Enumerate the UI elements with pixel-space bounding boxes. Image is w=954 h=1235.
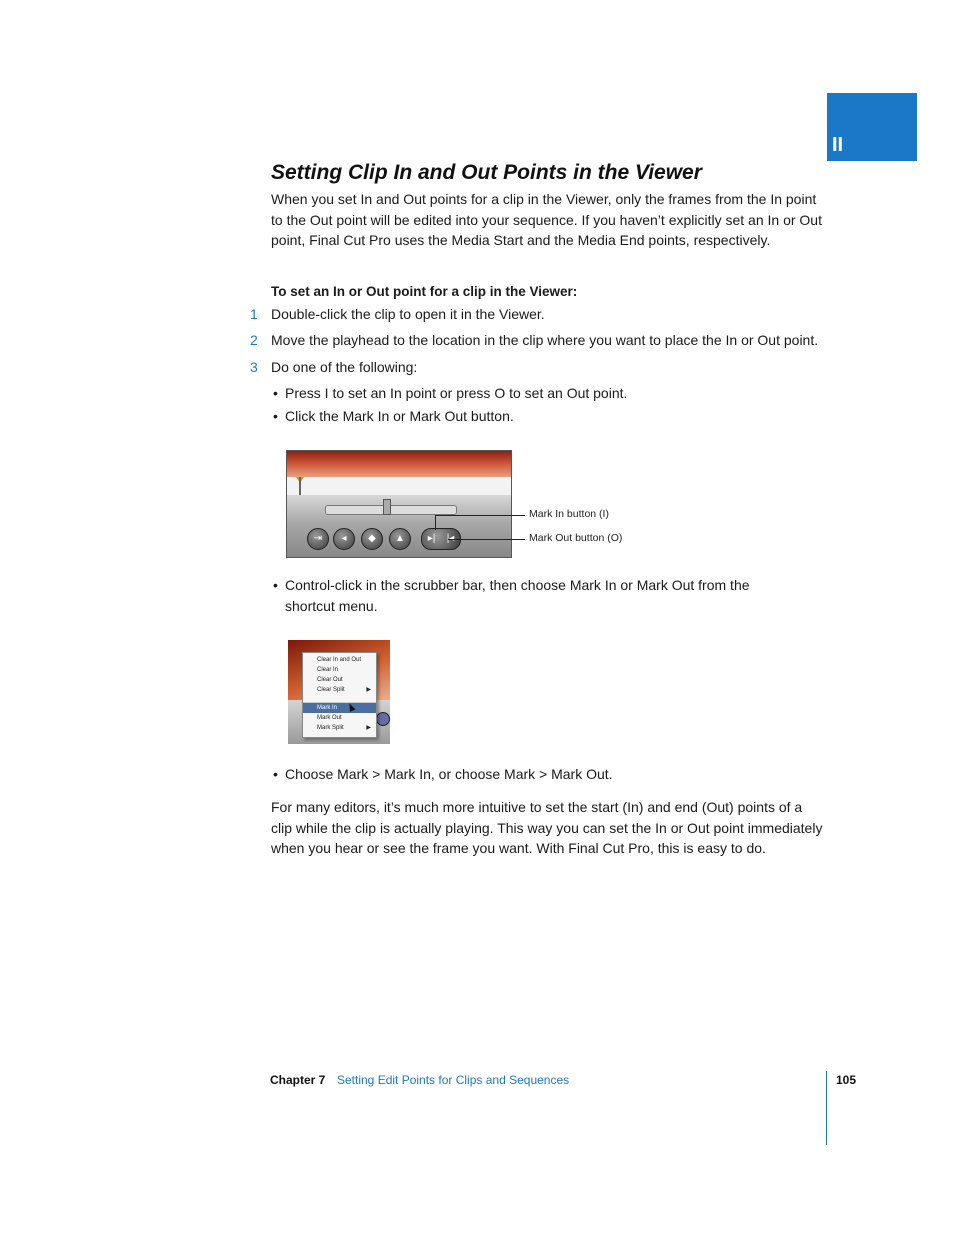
bullet-text: Click the Mark In or Mark Out button. — [285, 408, 514, 424]
add-marker-icon: ▲ — [389, 528, 411, 550]
bullet-item — [273, 764, 793, 785]
bullet-item — [273, 383, 793, 404]
mark-in-callout: Mark In button (I) — [529, 508, 609, 520]
bullet-text: Press I to set an In point or press O to set an Out point. — [285, 385, 628, 401]
menu-item: Clear In — [317, 667, 339, 673]
submenu-arrow-icon: ▶ — [366, 687, 371, 693]
add-keyframe-icon: ◆ — [361, 528, 383, 550]
viewer-controls-figure — [286, 450, 512, 558]
menu-item: Clear Out — [317, 677, 343, 683]
footer-rule — [826, 1071, 827, 1145]
bullet-item — [273, 406, 793, 427]
mark-out-callout: Mark Out button (O) — [529, 532, 623, 544]
menu-item: Mark Split ▶ — [317, 725, 371, 731]
footer-chapter-title: Setting Edit Points for Clips and Sequences — [337, 1073, 570, 1087]
menu-item: Clear In and Out — [317, 657, 362, 663]
submenu-arrow-icon: ▶ — [366, 725, 371, 731]
part-tab — [827, 93, 917, 161]
step-3 — [250, 357, 417, 377]
menu-item-selected: Mark In — [303, 703, 376, 713]
callout-leader — [435, 515, 525, 516]
step-number: 2 — [250, 332, 258, 348]
playhead — [299, 477, 301, 495]
callout-leader — [435, 515, 436, 530]
procedure-heading: To set an In or Out point for a clip in the Viewer: — [271, 284, 578, 299]
section-title: Setting Clip In and Out Points in the Viewer — [271, 161, 702, 184]
part-tab-label: II — [832, 134, 844, 156]
callout-leader — [448, 539, 525, 540]
bullet-dot: • — [273, 385, 278, 401]
footer-chapter: Chapter 7 — [270, 1073, 326, 1087]
jog-knob — [383, 499, 391, 515]
page-number: 105 — [836, 1073, 857, 1087]
step-text: Double-click the clip to open it in the Viewer. — [271, 306, 545, 322]
step-1 — [250, 304, 545, 324]
transport-panel — [287, 495, 511, 557]
mark-in-icon: ▸| — [427, 533, 436, 544]
bullet-dot: • — [273, 577, 278, 593]
step-text: Do one of the following: — [271, 359, 418, 375]
play-icon — [376, 712, 390, 726]
closing-paragraph: For many editors, it’s much more intuitive to set the start (In) and end (Out) points of a clip while the clip is actually playing. This way you can set the In or Out point immediately when you hear or see the frame you want. With Final Cut Pro, this is easy to do. — [271, 799, 823, 856]
shortcut-menu — [302, 652, 377, 738]
bullet-dot: • — [273, 766, 278, 782]
bullet-text: Control-click in the scrubber bar, then choose Mark In or Mark Out from the shortcut menu. — [285, 577, 750, 614]
scrubber-bar — [287, 477, 511, 496]
bullet-text: Choose Mark > Mark In, or choose Mark > Mark Out. — [285, 766, 613, 782]
step-2 — [250, 330, 818, 350]
video-frame — [287, 451, 511, 477]
menu-item: Clear Split ▶ — [317, 687, 371, 693]
shortcut-menu-figure — [288, 640, 390, 744]
step-number: 1 — [250, 306, 258, 322]
step-text: Move the playhead to the location in the clip where you want to place the In or Out point. — [271, 332, 819, 348]
step-number: 3 — [250, 359, 258, 375]
intro-paragraph: When you set In and Out points for a clip in the Viewer, only the frames from the In point to the Out point will be edited into your sequence. If you haven’t explicitly set an In or Out point, Final Cut Pro uses the Media Start and the Media End points, respectively. — [271, 191, 822, 248]
mark-clip-icon: ◂ — [333, 528, 355, 550]
menu-item: Mark Out — [317, 715, 342, 721]
bullet-dot: • — [273, 408, 278, 424]
bullet-item — [273, 575, 793, 616]
insert-icon: ⇥ — [307, 528, 329, 550]
jog-control — [325, 505, 457, 515]
